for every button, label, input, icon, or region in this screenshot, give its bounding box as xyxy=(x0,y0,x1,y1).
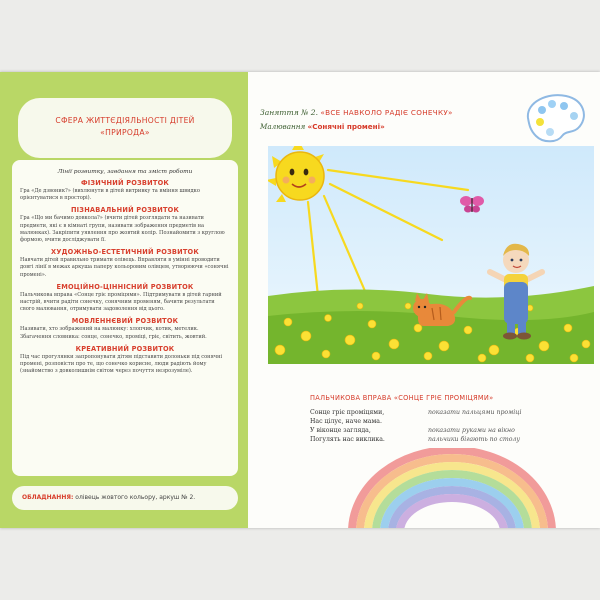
section-body: Гра «Де дзвоник?» (вихлюнути в дітей витривку та вміння швидко орієнтуватися в просторі). xyxy=(20,188,200,202)
poem-title: ПАЛЬЧИКОВА ВПРАВА «СОНЦЕ ГРІЄ ПРОМІЦЯМИ» xyxy=(310,394,494,402)
poem-row xyxy=(310,417,572,426)
drawing-line xyxy=(260,122,385,131)
poem-row xyxy=(310,435,572,444)
section-heading: КРЕАТИВНИЙ РОЗВИТОК xyxy=(75,344,175,353)
drawing-title: «Сонячні промені» xyxy=(307,122,385,131)
book-spread xyxy=(0,72,600,528)
poem-line: Нас цілує, наче мама. xyxy=(310,418,382,425)
left-sidebar xyxy=(0,72,248,528)
poem-line: Сонце гріє проміцями, xyxy=(310,409,385,416)
equipment-text: олівець жовтого кольору, аркуш № 2. xyxy=(75,494,196,501)
section-heading: ПІЗНАВАЛЬНИЙ РОЗВИТОК xyxy=(70,206,180,215)
section-body: Називати, хто зображений на малюнку: хлопчик, котик, метелик. Збагачення словника: сонце, сонечко, проміці, гріє, світить, жовтий. xyxy=(20,326,207,340)
sphere-title-line1: СФЕРА ЖИТТЄДІЯЛЬНОСТІ ДІТЕЙ xyxy=(55,116,195,125)
poem-action: показати руками на вікно xyxy=(428,427,515,434)
finger-exercise-poem xyxy=(310,408,572,444)
section-heading: ФІЗИЧНИЙ РОЗВИТОК xyxy=(81,179,169,187)
rainbow-decoration xyxy=(348,448,556,528)
content-box xyxy=(12,160,238,476)
section-heading: МОВЛЕННЄВИЙ РОЗВИТОК xyxy=(71,317,179,326)
section-body: Гра «Що ми бачимо довкола?» (вчити дітей розглядати та називати предмети, які є в кімнаті групи, називати зображення предметів на малюнках). Закріпити уявлення про жовтий колір. Познайомити з круглою формою, вчити досліджувати її. xyxy=(20,215,225,244)
sphere-title-box xyxy=(18,98,232,158)
paint-palette-icon xyxy=(522,90,590,146)
lesson-title: «ВСЕ НАВКОЛО РАДІЄ СОНЕЧКУ» xyxy=(320,108,453,117)
poem-action: показати пальцями проміці xyxy=(428,409,522,416)
lesson-line xyxy=(260,108,453,117)
section-heading: ХУДОЖНЬО-ЕСТЕТИЧНИЙ РОЗВИТОК xyxy=(51,248,199,257)
equipment-label: ОБЛАДНАННЯ: xyxy=(22,494,74,501)
lesson-prefix: Заняття № 2. xyxy=(260,108,318,117)
poem-row xyxy=(310,408,572,417)
poem-action: пальчики бігають по столу xyxy=(428,436,520,443)
section-heading: ЕМОЦІЙНО-ЦІННІСНИЙ РОЗВИТОК xyxy=(56,282,194,291)
lines-header: Лінії розвитку, завдання та зміст роботи xyxy=(57,169,193,175)
section-body: Під час прогулянки запропонувати дітям підставити долоньки під сонячні промені, розповісти про те, що сонечко корисне, люди радіють йому (знайомство з довколишнім світом через почуття незрозуміле). xyxy=(20,353,223,375)
equipment-box xyxy=(12,486,238,510)
poem-line: У віконце загляда, xyxy=(310,427,371,434)
poem-row xyxy=(310,426,572,435)
section-body: Пальчикова вправа «Сонце гріє проміцями». Підтримувати в дітей гарний настрій, вчити радіти сонечку, сонячним променям, бачити результати свого малювання, отримувати задоволення від цього. xyxy=(20,291,222,313)
illustration-sun-boy-cat xyxy=(268,146,594,364)
poem-line: Погулять нас виклика. xyxy=(310,436,385,443)
drawing-prefix: Малювання xyxy=(260,122,306,131)
section-body: Навчати дітей правильно тримати олівець. Вправляти в умінні проводити довгі лінії в межах аркуша паперу кольоровим олівцем, утворюючи «сонячні промені». xyxy=(20,257,229,278)
sphere-title-line2: «ПРИРОДА» xyxy=(100,128,150,137)
